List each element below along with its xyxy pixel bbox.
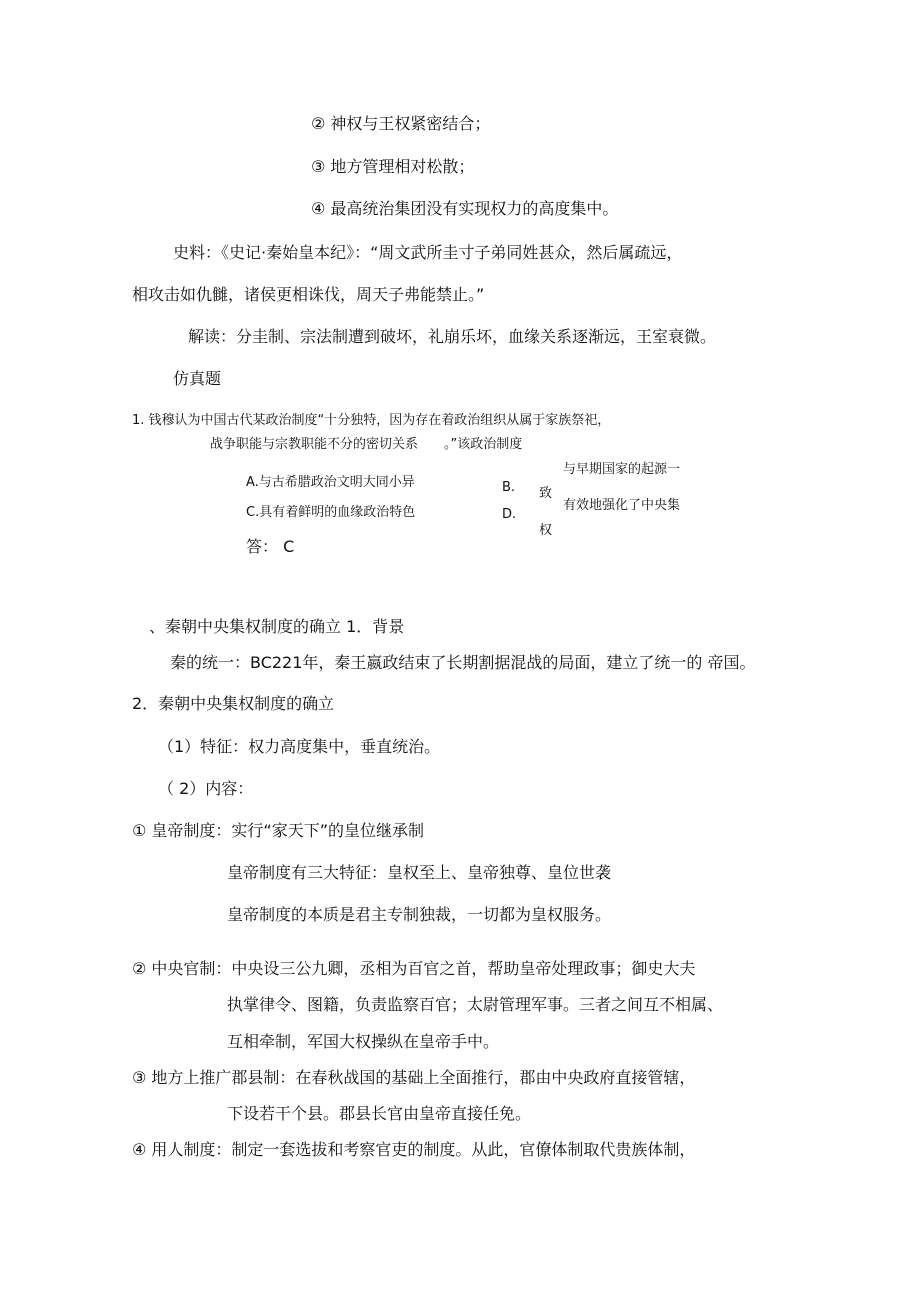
local-system-line-1: ③ 地方上推广郡县制：在春秋战国的基础上全面推行，郡由中央政府直接管辖， bbox=[132, 1068, 696, 1087]
feature-item-3: ③ 地方管理相对松散； bbox=[311, 157, 475, 176]
background-text: 秦的统一：BC221年，秦王嬴政结束了长期割据混战的局面，建立了统一的 帝国。 bbox=[170, 653, 756, 672]
emperor-system-detail-1: 皇帝制度有三大特征：皇权至上、皇帝独尊、皇位世袭 bbox=[227, 863, 612, 882]
feature-item-2: ② 神权与王权紧密结合； bbox=[311, 114, 491, 133]
practice-heading: 仿真题 bbox=[173, 369, 222, 388]
feature-item-4: ④ 最高统治集团没有实现权力的高度集中。 bbox=[311, 199, 619, 218]
interpretation-text: 解读：分圭制、宗法制遭到破坏，礼崩乐坏，血缘关系逐渐远，王室衰微。 bbox=[188, 327, 717, 346]
option-d-letter: D. bbox=[502, 507, 517, 522]
answer: 答： C bbox=[246, 537, 295, 556]
central-system-line-2: 执掌律令、图籍，负责监察百官；太尉管理军事。三者之间互不相属、 bbox=[227, 995, 724, 1014]
question-stem-line-2: 战争职能与宗教职能不分的密切关系 。”该政治制度 bbox=[210, 437, 523, 452]
official-system-line-1: ④ 用人制度：制定一套选拔和考察官吏的制度。从此，官僚体制取代贵族体制， bbox=[132, 1140, 696, 1159]
emperor-system-detail-2: 皇帝制度的本质是君主专制独裁，一切都为皇权服务。 bbox=[227, 905, 612, 924]
option-a: A.与古希腊政治文明大同小异 bbox=[246, 475, 415, 490]
option-b-letter: B. bbox=[502, 480, 516, 495]
source-quote-line-1: 史料：《史记·秦始皇本纪》：“周文武所圭寸子弟同姓甚众，然后属疏远， bbox=[173, 243, 683, 262]
source-quote-line-2: 相攻击如仇雠，诸侯更相诛伐，周天子弗能禁止。” bbox=[132, 285, 485, 304]
feature-text: （1）特征：权力高度集中，垂直统治。 bbox=[158, 737, 441, 756]
section-heading: 、秦朝中央集权制度的确立 1．背景 bbox=[149, 617, 405, 636]
subheading: 2．秦朝中央集权制度的确立 bbox=[132, 694, 335, 713]
central-system-line-3: 互相牵制，军国大权操纵在皇帝手中。 bbox=[227, 1032, 500, 1051]
emperor-system-title: ① 皇帝制度：实行“家天下”的皇位继承制 bbox=[132, 821, 425, 840]
content-label: （ 2）内容： bbox=[158, 779, 254, 798]
question-stem-line-1: 1. 钱穆认为中国古代某政治制度“十分独特，因为存在着政治组织从属于家族祭祀， bbox=[132, 413, 611, 428]
option-d-cutoff: 权 bbox=[539, 523, 553, 538]
option-b-cutoff: 致 bbox=[539, 486, 553, 501]
option-c: C.具有着鲜明的血缘政治特色 bbox=[246, 505, 416, 520]
option-b-text: 与早期国家的起源一 bbox=[563, 462, 681, 477]
local-system-line-2: 下设若干个县。郡县长官由皇帝直接任免。 bbox=[227, 1104, 532, 1123]
central-system-line-1: ② 中央官制：中央设三公九卿，丞相为百官之首，帮助皇帝处理政事；御史大夫 bbox=[132, 959, 696, 978]
option-d-text: 有效地强化了中央集 bbox=[563, 498, 681, 513]
